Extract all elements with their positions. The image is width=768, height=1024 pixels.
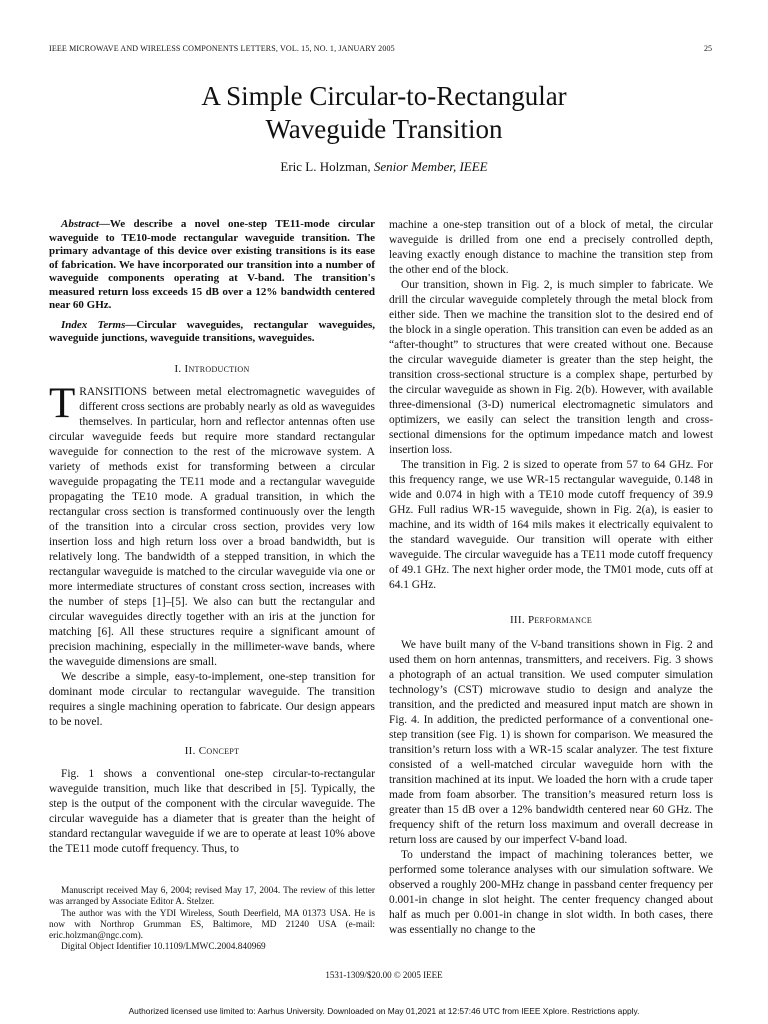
footnote-doi: Digital Object Identifier 10.1109/LMWC.2004.840969 <box>61 942 266 953</box>
section-heading-performance: III. Performance <box>509 614 593 626</box>
copyright-line: 1531-1309/$20.00 © 2005 IEEE <box>325 970 443 980</box>
section-heading-concept: II. Concept <box>184 744 240 757</box>
concept-paragraph-2: machine a one-step transition out of a block of metal, the circular waveguide is drilled from one end a precisely controlled depth, leaving exactly enough distance to machine the transition step from the other end of the block. <box>389 219 713 276</box>
abstract-text: We describe a novel one-step TE11-mode circular waveguide to TE10-mode rectangular waveguide transition. The primary advantage of this device over existing transitions is its ease of fabrication. We have incorporated our transition into a number of waveguide components operating at V-band. The transition's measured return loss exceeds 15 dB over a 12% bandwidth centered near 60 GHz. <box>49 218 375 311</box>
concept-paragraph-4: The transition in Fig. 2 is sized to operate from 57 to 64 GHz. For this frequency range, we use WR-15 rectangular waveguide, 0.148 in wide and 0.074 in high with a TE10 mode cutoff frequency of 39.9 GHz. Full radius WR-15 waveguide, shown in Fig. 2(a), is easier to machine, and its width of 164 mils makes it electrically equivalent to the standard waveguide. Our transition will operate with either waveguide. The circular waveguide has a TE11 mode cutoff frequency of 49.1 GHz. The next higher order mode, the TM01 mode, cuts off at 64.1 GHz. <box>389 459 713 591</box>
intro-paragraph-2: We describe a simple, easy-to-implement, one-step transition for dominant mode circular to rectangular waveguide. The transition requires a single machining operation to fabricate. Our design appears to be novel. <box>49 670 375 728</box>
section-heading-introduction: I. Introduction <box>174 362 250 375</box>
right-column <box>389 218 713 938</box>
concept-paragraph-1: Fig. 1 shows a conventional one-step circular-to-rectangular waveguide transition, much like that described in [5]. Typically, the step is the output of the component with the circular waveguide. The circular waveguide has a diameter that is greater than the height of standard rectangular waveguide if we are to operate at least 10% above the TE11 mode cutoff frequency. Thus, to <box>49 767 375 855</box>
performance-paragraph-2: To understand the impact of machining tolerances better, we performed some tolerance analyses with our simulation software. We observed a roughly 200-MHz change in passband center frequency per 0.001-in change in slot height. The center frequency changed about half as much per 0.001-in change in slot width. In both cases, there was essentially no change to the <box>389 849 713 936</box>
intro-paragraph-1: TRANSITIONS between metal electromagnetic waveguides of different cross sections are probably nearly as old as waveguides themselves. In particular, horn and reflector antennas often use circular waveguide feeds but require more standard rectangular waveguide for connection to the rest of the microwave system. A variety of methods exist for transforming between a circular waveguide propagating the TE11 mode and a rectangular waveguide propagating the TE10 mode. A gradual transition, in which the rectangular cross section is transformed continuously over the length of the transition into a circular cross section, provides very low insertion loss and high return loss over a broad bandwidth, but is relatively long. The bandwidth of a stepped transition, in which the rectangular waveguide is matched to the circular waveguide via one or more intermediate structures of constant cross section, increases with the number of steps [1]–[5]. We also can butt the rectangular and circular waveguides directly together with an iris at the junction for matching [6]. All these structures require a significant amount of precision machining, especially in the millimeter-wave bands, where the waveguide dimensions are small. <box>49 379 375 668</box>
author-role: Senior Member, IEEE <box>373 159 488 174</box>
journal-header: IEEE MICROWAVE AND WIRELESS COMPONENTS LETTERS, VOL. 15, NO. 1, JANUARY 2005 <box>49 44 395 53</box>
page-number: 25 <box>704 44 712 53</box>
title-line-1: A Simple Circular-to-Rectangular <box>201 81 567 111</box>
paper-title <box>0 80 768 146</box>
index-terms-label: Index Terms— <box>61 318 137 331</box>
license-notice: Authorized licensed use limited to: Aarhus University. Downloaded on May 01,2021 at 12:57:46 UTC from IEEE Xplore. Restrictions apply. <box>128 1006 640 1016</box>
index-terms-text: Circular waveguides, rectangular waveguides, waveguide junctions, waveguide transitions, waveguides. <box>49 318 375 344</box>
author-name: Eric L. Holzman, <box>280 159 371 174</box>
author-line <box>0 159 768 175</box>
footnotes <box>49 886 375 954</box>
index-terms <box>49 319 375 346</box>
abstract <box>49 218 375 313</box>
abstract-label: Abstract— <box>61 218 110 230</box>
title-line-2: Waveguide Transition <box>265 114 503 144</box>
performance-paragraph-1: We have built many of the V-band transitions shown in Fig. 2 and used them on horn antennas, transmitters, and receivers. Fig. 3 shows a photograph of an actual transition. We used computer simulation technology’s (CST) microwave studio to design and analyze the transition, and the predicted and measured input match are shown in Fig. 4. In addition, the predicted performance of a conventional one-step transition (see Fig. 1) is shown for comparison. We measured the transition’s return loss with a WR-15 scalar analyzer. The test fixture consisted of a well-matched circular waveguide horn with the transition machined at its input. We loaded the horn with a crude taper made from foam absorber. The transition’s measured return loss is greater than 15 dB over a 12% bandwidth centered near 60 GHz. The frequency shift of the return loss maximum and overall decrease in return loss are caused by our imperfect V-band load. <box>389 639 713 846</box>
left-column <box>49 218 375 857</box>
footnote-manuscript: Manuscript received May 6, 2004; revised May 17, 2004. The review of this letter was arranged by Associate Editor A. Stelzer. <box>49 886 375 908</box>
concept-paragraph-3: Our transition, shown in Fig. 2, is much simpler to fabricate. We drill the circular waveguide completely through the metal block from either side. Then we machine the transition slot to the desired end of the block in a single operation. This transition can even be added as an “after-thought” to structures that were created without one. Because the circular waveguide diameter is greater than the step height, the transition cross-sectional structure is a complex shape, perturbed by the circular waveguide as shown in Fig. 2(b). However, with available three-dimensional (3-D) numerical electromagnetic simulators and optimizers, we easily can select the transition length and cross-sectional dimensions for the optimum impedance match and lowest insertion loss. <box>389 279 713 456</box>
footnote-affiliation: The author was with the YDI Wireless, South Deerfield, MA 01373 USA. He is now with Northrop Grumman ES, Baltimore, MD 21240 USA (e-mail: eric.holzman@ngc.com). <box>49 908 375 942</box>
drop-cap: T <box>49 379 76 427</box>
